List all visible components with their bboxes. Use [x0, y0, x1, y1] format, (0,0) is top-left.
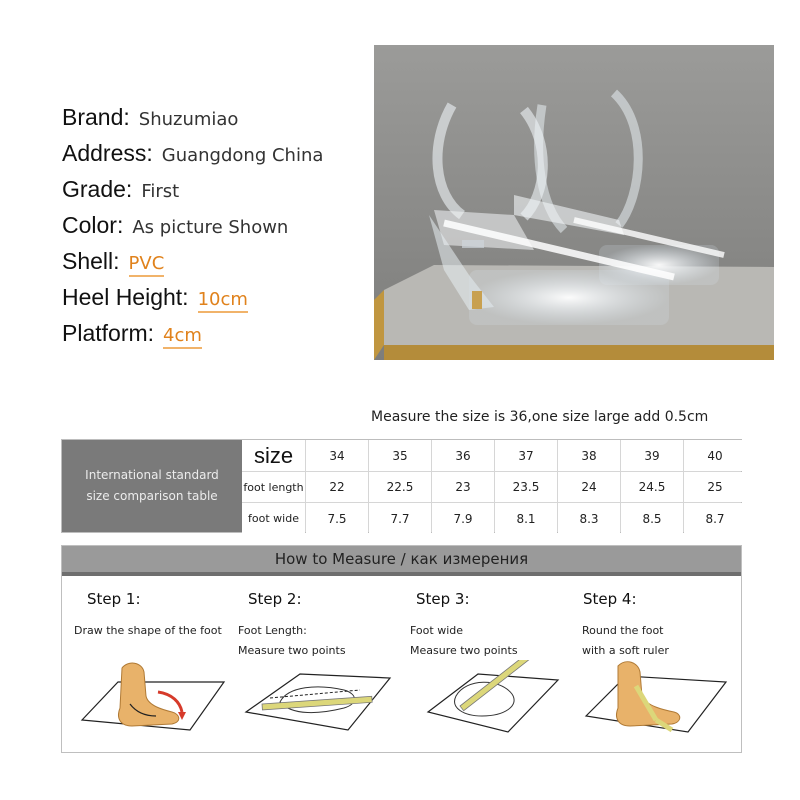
foot-length-cell: 22	[306, 472, 368, 502]
foot-wide-label: foot wide	[242, 503, 305, 534]
step-description	[74, 621, 236, 661]
measure-steps	[62, 576, 741, 752]
foot-wide-cell: 8.3	[558, 503, 620, 534]
foot-length-cell: 24	[558, 472, 620, 502]
spec-label: Color:	[62, 212, 124, 238]
size-cell: 35	[369, 440, 431, 471]
step-title: Step 4:	[583, 590, 637, 608]
step-desc-line: Foot Length:	[238, 624, 307, 637]
foot-length-cell: 23.5	[495, 472, 557, 502]
step-desc-line: Round the foot	[582, 624, 664, 637]
measure-step-4	[574, 576, 736, 752]
spec-value: 10cm	[198, 289, 248, 313]
step-desc-line: Measure two points	[238, 644, 346, 657]
foot-wide-cell: 8.5	[621, 503, 683, 534]
size-table-side-label	[62, 440, 242, 532]
size-cell: 34	[306, 440, 368, 471]
measure-step-1	[70, 576, 232, 752]
foot-wide-cell: 7.7	[369, 503, 431, 534]
foot-width-ruler-icon	[408, 660, 564, 738]
size-grid	[242, 440, 741, 532]
spec-label: Heel Height:	[62, 284, 189, 310]
spec-value: First	[141, 181, 180, 202]
step-desc-line: Foot wide	[410, 624, 464, 637]
spec-value: 4cm	[163, 325, 202, 349]
spec-label: Platform:	[62, 320, 155, 346]
spec-brand	[62, 104, 372, 140]
size-note: Measure the size is 36,one size large add 0.5cm	[371, 409, 709, 425]
spec-address	[62, 140, 372, 176]
foot-length-label: foot length	[242, 472, 305, 502]
foot-wide-cell: 8.1	[495, 503, 557, 534]
measure-step-2	[238, 576, 400, 752]
size-cell: 39	[621, 440, 683, 471]
foot-outline-icon	[72, 660, 228, 738]
spec-platform	[62, 320, 372, 356]
side-label-line: International standard	[85, 468, 219, 482]
step-title: Step 1:	[87, 590, 141, 608]
step-description	[410, 621, 572, 661]
spec-heel-height	[62, 284, 372, 320]
step-desc-line: Draw the shape of the foot	[74, 624, 222, 637]
size-cell: 37	[495, 440, 557, 471]
size-header-label: size	[242, 440, 305, 471]
spec-label: Grade:	[62, 176, 133, 202]
spec-label: Address:	[62, 140, 153, 166]
size-cell: 38	[558, 440, 620, 471]
side-label-line: size comparison table	[86, 489, 218, 503]
clear-wedge-sandals-illustration	[374, 45, 774, 360]
spec-value: PVC	[129, 253, 165, 277]
step-title: Step 3:	[416, 590, 470, 608]
foot-length-cell: 24.5	[621, 472, 683, 502]
spec-label: Brand:	[62, 104, 130, 130]
foot-wide-cell: 8.7	[684, 503, 746, 534]
spec-grade	[62, 176, 372, 212]
size-cell: 36	[432, 440, 494, 471]
step-desc-line: with a soft ruler	[582, 644, 669, 657]
step-desc-line: Measure two points	[410, 644, 518, 657]
spec-label: Shell:	[62, 248, 120, 274]
spec-color	[62, 212, 372, 248]
size-cell: 40	[684, 440, 746, 471]
foot-length-cell: 22.5	[369, 472, 431, 502]
size-comparison-table	[61, 439, 742, 533]
spec-shell	[62, 248, 372, 284]
step-description	[238, 621, 400, 661]
measure-step-3	[406, 576, 568, 752]
foot-wide-cell: 7.9	[432, 503, 494, 534]
foot-wide-cell: 7.5	[306, 503, 368, 534]
step-title: Step 2:	[248, 590, 302, 608]
step-description	[582, 621, 744, 661]
foot-length-cell: 25	[684, 472, 746, 502]
how-to-measure-panel	[61, 545, 742, 753]
spec-value: Guangdong China	[161, 145, 324, 166]
spec-value: As picture Shown	[132, 217, 289, 238]
product-photo	[374, 45, 774, 360]
foot-length-cell: 23	[432, 472, 494, 502]
product-specs	[62, 104, 372, 356]
soft-ruler-icon	[576, 660, 732, 738]
foot-length-ruler-icon	[240, 660, 396, 738]
spec-value: Shuzumiao	[138, 109, 239, 130]
how-to-measure-title: How to Measure / как измерения	[62, 546, 741, 572]
